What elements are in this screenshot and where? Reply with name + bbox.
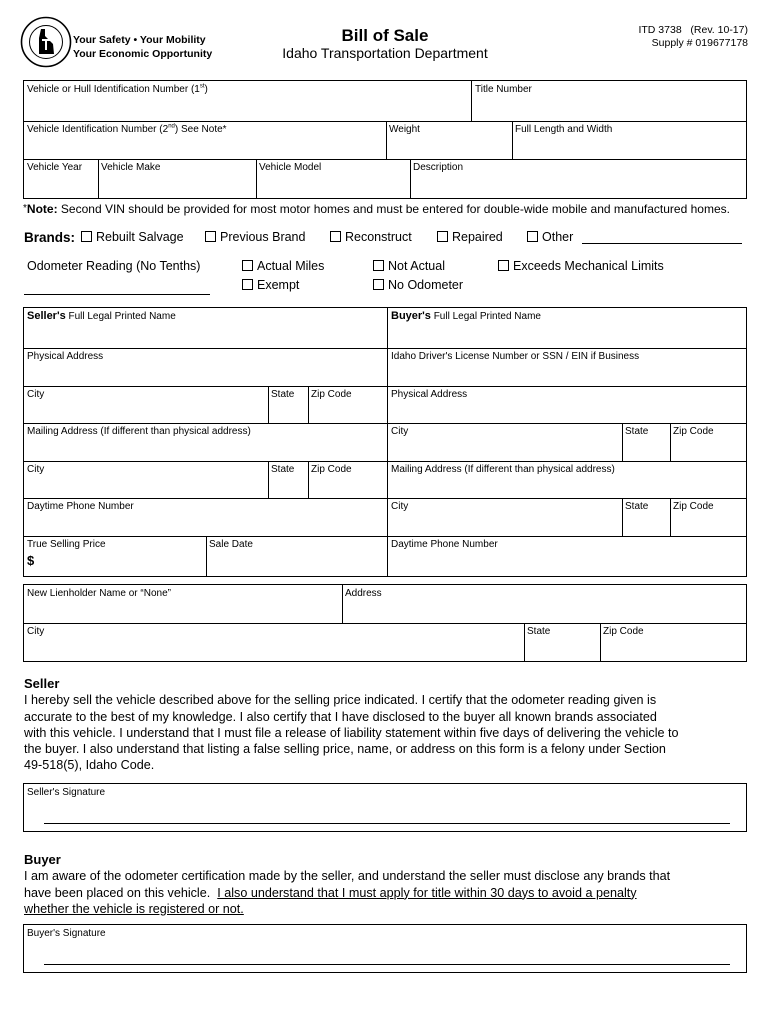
- brand-other-line[interactable]: [582, 243, 742, 244]
- lienholder-zip-field[interactable]: [600, 623, 746, 661]
- vehicle-year-label: Vehicle Year: [27, 162, 83, 173]
- tagline-line-2: Your Economic Opportunity: [73, 48, 213, 60]
- vehicle-year-field[interactable]: [24, 159, 98, 198]
- buyer-signature-line[interactable]: [44, 964, 730, 965]
- brands-label: Brands:: [24, 230, 76, 245]
- lienholder-city-label: City: [27, 626, 45, 637]
- buyer-signature-field[interactable]: [23, 924, 747, 973]
- checkbox[interactable]: [81, 231, 92, 242]
- vin1-label: Vehicle or Hull Identification Number (1st): [27, 83, 208, 95]
- seller-state-label: State: [271, 389, 295, 400]
- brand-rebuilt-salvage[interactable]: Rebuilt Salvage: [81, 230, 184, 244]
- form-title: Bill of Sale: [341, 26, 429, 45]
- tagline-line-1: Your Safety • Your Mobility: [73, 34, 206, 46]
- buyer-state2-field[interactable]: [622, 498, 670, 536]
- buyer-physical-address-label: Physical Address: [391, 389, 468, 400]
- brand-reconstruct[interactable]: Reconstruct: [330, 230, 412, 244]
- vehicle-make-label: Vehicle Make: [101, 162, 161, 173]
- odometer-exceeds-limits[interactable]: Exceeds Mechanical Limits: [498, 259, 664, 273]
- lienholder-city-field[interactable]: [24, 623, 524, 661]
- seller-signature-line[interactable]: [44, 823, 730, 824]
- form-id: ITD 3738 (Rev. 10-17): [638, 24, 748, 36]
- vin-note: *Note: Second VIN should be provided for most motor homes and must be entered for double-wide mobile and manufactured homes.: [23, 202, 730, 216]
- buyer-zip2-label: Zip Code: [673, 501, 714, 512]
- buyer-zip2-field[interactable]: [670, 498, 746, 536]
- odometer-no-odometer[interactable]: No Odometer: [373, 278, 463, 292]
- sale-date-label: Sale Date: [209, 539, 253, 550]
- vehicle-section: [23, 80, 747, 199]
- seller-city2-field[interactable]: [24, 461, 268, 498]
- supply-number: Supply # 019677178: [651, 37, 748, 49]
- odometer-reading-line[interactable]: [24, 294, 210, 295]
- seller-cert-line-5: 49-518(5), Idaho Code.: [24, 758, 155, 773]
- seller-zip-field[interactable]: [308, 386, 387, 423]
- seller-state2-label: State: [271, 464, 295, 475]
- seller-certification: [24, 676, 754, 774]
- lienholder-state-label: State: [527, 626, 551, 637]
- lienholder-state-field[interactable]: [524, 623, 600, 661]
- seller-cert-line-2: accurate to the best of my knowledge. I also certify that I have disclosed to the buyer all known brands associated: [24, 709, 657, 724]
- lienholder-name-field[interactable]: [24, 585, 342, 623]
- lienholder-zip-label: Zip Code: [603, 626, 644, 637]
- seller-signature-label: Seller's Signature: [27, 787, 106, 798]
- vin1-field[interactable]: [24, 81, 472, 121]
- description-field[interactable]: [410, 159, 746, 198]
- sale-date-field[interactable]: [206, 536, 387, 576]
- odometer-not-actual[interactable]: Not Actual: [373, 259, 445, 273]
- vehicle-model-field[interactable]: [256, 159, 410, 198]
- seller-zip-label: Zip Code: [311, 389, 352, 400]
- seller-physical-address-label: Physical Address: [27, 351, 104, 362]
- lienholder-address-field[interactable]: [342, 585, 746, 623]
- buyer-state2-label: State: [625, 501, 649, 512]
- title-number-field[interactable]: [472, 81, 746, 121]
- buyer-name-label: Buyer's Full Legal Printed Name: [391, 310, 541, 322]
- buyer-certification: [24, 852, 754, 917]
- checkbox[interactable]: [373, 279, 384, 290]
- buyer-license-label: Idaho Driver's License Number or SSN / EIN if Business: [391, 351, 640, 362]
- buyer-phone-field[interactable]: [388, 536, 746, 576]
- seller-zip2-field[interactable]: [308, 461, 387, 498]
- checkbox[interactable]: [527, 231, 538, 242]
- weight-label: Weight: [389, 124, 420, 135]
- checkbox[interactable]: [437, 231, 448, 242]
- seller-mailing-address-field[interactable]: [24, 423, 387, 461]
- seller-cert-line-4: the buyer. I also understand that listing a false selling price, name, or address on this form is a felony under Section: [24, 742, 666, 757]
- buyer-heading: Buyer: [24, 852, 61, 867]
- buyer-city2-field[interactable]: [388, 498, 622, 536]
- seller-phone-field[interactable]: [24, 498, 387, 536]
- seller-name-field[interactable]: [24, 308, 387, 348]
- weight-field[interactable]: [386, 121, 512, 159]
- checkbox[interactable]: [330, 231, 341, 242]
- dollar-sign: $: [27, 553, 35, 568]
- buyer-zip-label: Zip Code: [673, 426, 714, 437]
- lienholder-name-label: New Lienholder Name or “None”: [27, 588, 171, 599]
- odometer-exempt[interactable]: Exempt: [242, 278, 299, 292]
- seller-cert-line-3: with this vehicle. I understand that I must file a release of liability statement within five days of delivering the vehicle to: [24, 725, 679, 740]
- seller-phone-label: Daytime Phone Number: [27, 501, 134, 512]
- seller-buyer-section: [23, 307, 747, 577]
- buyer-city-field[interactable]: [388, 423, 622, 461]
- seller-signature-field[interactable]: [23, 783, 747, 832]
- seller-zip2-label: Zip Code: [311, 464, 352, 475]
- checkbox[interactable]: [242, 279, 253, 290]
- buyer-cert-line-2: have been placed on this vehicle. I also understand that I must apply for title within 30 days to avoid a penalty: [24, 885, 637, 900]
- seller-cert-line-1: I hereby sell the vehicle described above for the selling price indicated. I certify that the odometer reading given is: [24, 693, 657, 708]
- buyer-name-field[interactable]: [388, 308, 746, 348]
- full-length-label: Full Length and Width: [515, 124, 613, 135]
- buyer-state-field[interactable]: [622, 423, 670, 461]
- seller-name-label: Seller's Full Legal Printed Name: [27, 310, 176, 322]
- seller-city-field[interactable]: [24, 386, 268, 423]
- buyer-mailing-address-label: Mailing Address (If different than physical address): [391, 464, 615, 475]
- odometer-actual-miles[interactable]: Actual Miles: [242, 259, 324, 273]
- lienholder-section: [23, 584, 747, 662]
- form-subtitle: Idaho Transportation Department: [282, 45, 488, 61]
- buyer-license-field[interactable]: [388, 348, 746, 386]
- full-length-field[interactable]: [512, 121, 746, 159]
- checkbox[interactable]: [498, 260, 509, 271]
- buyer-city2-label: City: [391, 501, 409, 512]
- buyer-signature-label: Buyer's Signature: [27, 928, 106, 939]
- buyer-mailing-address-field[interactable]: [388, 461, 746, 498]
- buyer-phone-label: Daytime Phone Number: [391, 539, 498, 550]
- seller-city-label: City: [27, 389, 45, 400]
- brand-other[interactable]: Other: [527, 230, 573, 244]
- vehicle-model-label: Vehicle Model: [259, 162, 322, 173]
- checkbox[interactable]: [242, 260, 253, 271]
- buyer-zip-field[interactable]: [670, 423, 746, 461]
- checkbox[interactable]: [205, 231, 216, 242]
- selling-price-label: True Selling Price: [27, 539, 106, 550]
- seller-state2-field[interactable]: [268, 461, 308, 498]
- odometer-label: Odometer Reading (No Tenths): [27, 259, 201, 273]
- lienholder-address-label: Address: [345, 588, 382, 599]
- vehicle-make-field[interactable]: [98, 159, 256, 198]
- title-number-label: Title Number: [475, 84, 532, 95]
- seller-city2-label: City: [27, 464, 45, 475]
- checkbox[interactable]: [373, 260, 384, 271]
- seller-physical-address-field[interactable]: [24, 348, 387, 386]
- vin2-label: Vehicle Identification Number (2nd) See Note*: [27, 123, 227, 135]
- brand-previous-brand[interactable]: Previous Brand: [205, 230, 305, 244]
- vin2-field[interactable]: [24, 121, 386, 159]
- buyer-cert-line-1: I am aware of the odometer certification made by the seller, and understand the seller must disclose any brands that: [24, 869, 671, 884]
- buyer-state-label: State: [625, 426, 649, 437]
- brand-repaired[interactable]: Repaired: [437, 230, 503, 244]
- seller-state-field[interactable]: [268, 386, 308, 423]
- buyer-city-label: City: [391, 426, 409, 437]
- description-label: Description: [413, 162, 464, 173]
- selling-price-field[interactable]: [24, 536, 206, 576]
- seller-mailing-address-label: Mailing Address (If different than physical address): [27, 426, 251, 437]
- buyer-physical-address-field[interactable]: [388, 386, 746, 423]
- seller-heading: Seller: [24, 676, 60, 691]
- buyer-cert-line-3: whether the vehicle is registered or not.: [24, 901, 244, 916]
